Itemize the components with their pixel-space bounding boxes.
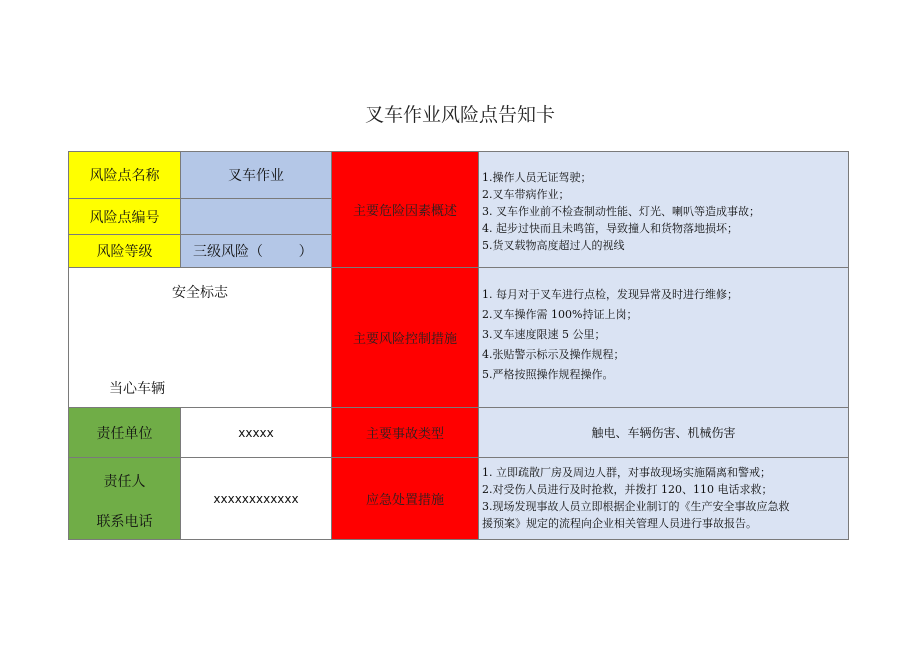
- emergency-item: 1. 立即疏散厂房及周边人群，对事故现场实施隔离和警戒；: [482, 466, 771, 479]
- contact-phone-label: 联系电话: [96, 514, 153, 530]
- control-item: 4.张贴警示标示及操作规程；: [482, 348, 625, 361]
- control-label: 主要风险控制措施: [331, 267, 479, 408]
- risk-level-label: 风险等级: [68, 234, 181, 268]
- risk-name-value: 叉车作业: [180, 151, 332, 199]
- hazard-item: 5.货叉载物高度超过人的视线: [482, 239, 625, 252]
- emergency-label: 应急处置措施: [331, 457, 479, 540]
- control-item: 3.叉车速度限速 5 公里；: [482, 328, 606, 341]
- hazard-item: 3. 叉车作业前不检查制动性能、灯光、喇叭等造成事故；: [482, 205, 760, 218]
- risk-name-label: 风险点名称: [68, 151, 181, 199]
- hazard-list: [478, 151, 849, 268]
- control-item: 2.叉车操作需 100%持证上岗；: [482, 308, 638, 321]
- responsible-person-label: 责任人: [103, 474, 146, 490]
- accident-type-value: 触电、车辆伤害、机械伤害: [478, 407, 849, 458]
- responsible-unit-label: 责任单位: [68, 407, 181, 458]
- hazard-item: 2.叉车带病作业；: [482, 188, 570, 201]
- safety-sign-cell: [68, 267, 332, 408]
- responsible-unit-value: xxxxx: [180, 407, 332, 458]
- emergency-item: 2.对受伤人员进行及时抢救，并拨打 120、110 电话求救；: [482, 483, 773, 496]
- card-title: 叉车作业风险点告知卡: [364, 104, 555, 126]
- risk-level-value: [180, 234, 332, 268]
- safety-sign-caption: 当心车辆: [109, 381, 165, 397]
- hazard-label: 主要危险因素概述: [331, 151, 479, 268]
- hazard-item: 1.操作人员无证驾驶；: [482, 171, 592, 184]
- safety-sign-label: 安全标志: [172, 285, 228, 301]
- emergency-item: 援预案》规定的流程向企业相关管理人员进行事故报告。: [482, 517, 757, 530]
- contact-value: xxxxxxxxxxxx: [180, 457, 332, 540]
- risk-code-value: [180, 198, 332, 235]
- control-item: 5.严格按照操作规程操作。: [482, 368, 614, 381]
- hazard-item: 4. 起步过快而且未鸣笛，导致撞人和货物落地损坏；: [482, 222, 738, 235]
- control-item: 1. 每月对于叉车进行点检，发现异常及时进行维修；: [482, 288, 738, 301]
- accident-type-label: 主要事故类型: [331, 407, 479, 458]
- control-list: [478, 267, 849, 408]
- contact-label-cell: [68, 457, 181, 540]
- risk-level-text: 三级风险（ ）: [193, 244, 313, 260]
- emergency-list: [478, 457, 849, 540]
- emergency-item: 3.现场发现事故人员立即根据企业制订的《生产安全事故应急救: [482, 500, 790, 513]
- risk-code-label: 风险点编号: [68, 198, 181, 235]
